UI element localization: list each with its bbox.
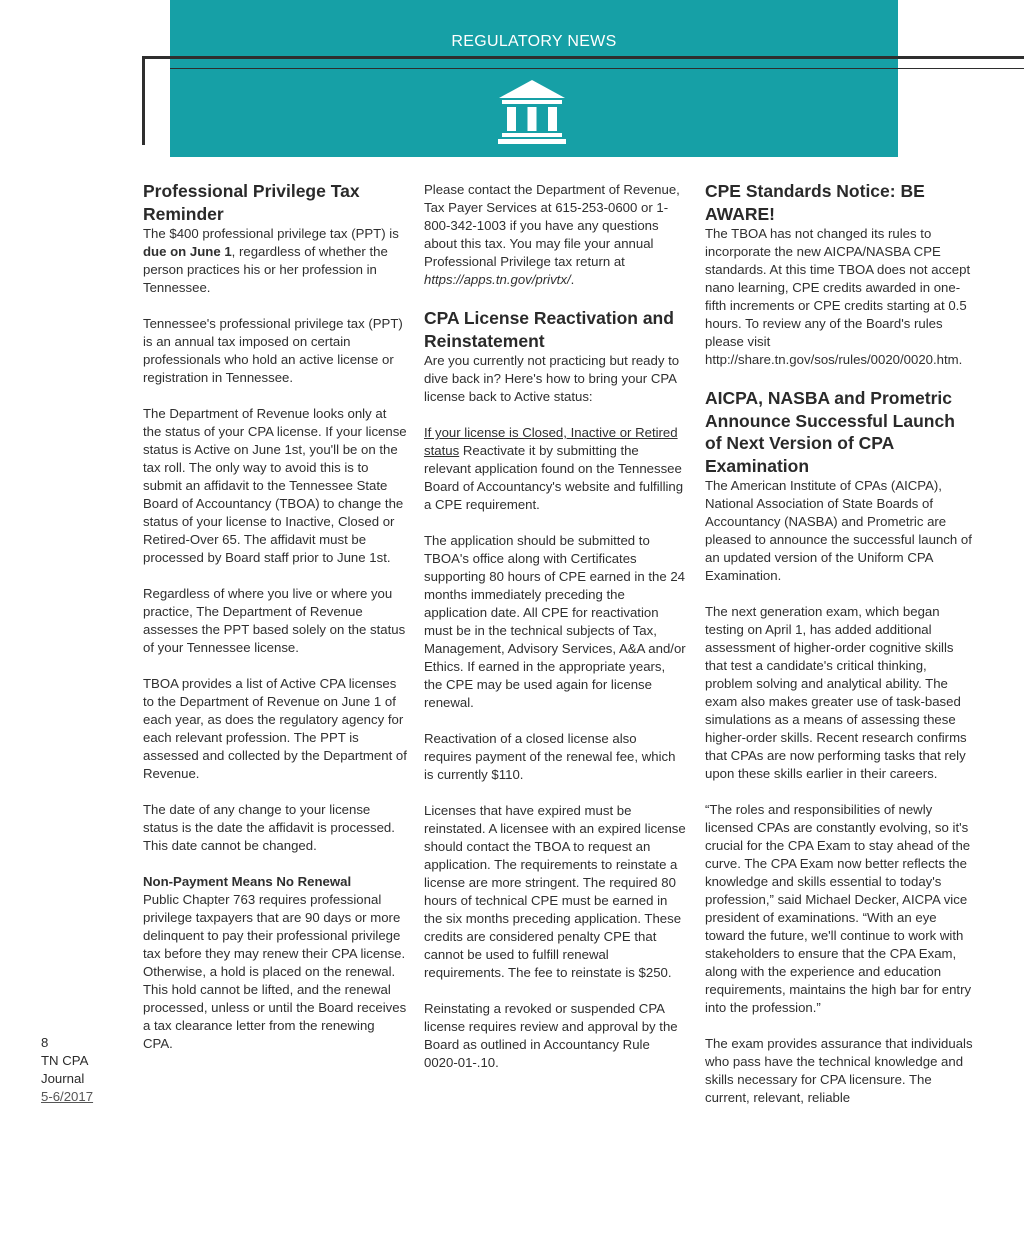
journal-name: Journal: [41, 1071, 85, 1086]
column-privilege-tax: [143, 180, 408, 1071]
column-license-reactivation: [424, 181, 686, 1090]
text: , regardless of whether the person practices his or her profession in Tennessee.: [143, 244, 388, 295]
issue-date: 5-6/2017: [41, 1089, 94, 1104]
paragraph: Reactivation of a closed license also requires payment of the renewal fee, which is currently $110.: [424, 731, 676, 782]
page-folio: [41, 1034, 93, 1106]
paragraph: The next generation exam, which began testing on April 1, has added additional assessment of higher-order cognitive skills that test a candidate's critical thinking, problem solving and analytical ability. The exam also makes greater use of task-based simulations as a means of assessing these higher-order skills. Recent research confirms that CPAs are now performing tasks that rely upon these skills earlier in their careers.: [705, 604, 967, 781]
paragraph: Tennessee's professional privilege tax (PPT) is an annual tax imposed on certain professionals who hold an active license or registration in Tennessee.: [143, 316, 403, 385]
text: .: [570, 272, 575, 287]
paragraph: The TBOA has not changed its rules to incorporate the new AICPA/NASBA CPE standards. At this time TBOA does not accept nano learning, CPE credits awarded in one-fifth increments or CPE credits starting at 0.5 hours. To review any of the Board's rules please visit http://share.tn.gov/sos/rules/0020/0020.htm.: [705, 226, 971, 367]
bank-building-icon: [496, 78, 568, 146]
header-rule-thin: [170, 68, 1024, 69]
text: Reactivate it by submitting the relevant application found on the Tennessee Board of Accountancy's website and fulfilling a CPE requirement.: [424, 443, 684, 512]
paragraph: Are you currently not practicing but ready to dive back in? Here's how to bring your CPA license back to Active status:: [424, 353, 680, 404]
heading-cpe-standards: CPE Standards Notice: BE AWARE!: [705, 181, 925, 224]
subheading-non-payment: Non-Payment Means No Renewal: [143, 874, 352, 889]
paragraph: Public Chapter 763 requires professional privilege taxpayers that are 90 days or more delinquent to pay their professional privilege tax before they may renew their CPA license. Otherwise, a hold is placed on the renewal. This hold cannot be lifted, and the renewal processed, unless or until the Board receives a tax clearance letter from the renewing CPA.: [143, 892, 407, 1051]
paragraph: Regardless of where you live or where you practice, The Department of Revenue assesses the PPT based solely on the status of your Tennessee license.: [143, 586, 406, 655]
heading-privilege-tax: Professional Privilege Tax Reminder: [143, 181, 360, 224]
paragraph: “The roles and responsibilities of newly licensed CPAs are constantly evolving, so it's crucial for the CPA Exam to stay ahead of the curve. The CPA Exam now better reflects the knowledge and skills essential to today's profession,” said Michael Decker, AICPA vice president of examinations. “With an eye toward the future, we'll continue to work with stakeholders to ensure that the CPA Exam, along with the experience and education requirements, maintains the high bar for entry into the profession.”: [705, 802, 972, 1015]
page-number: 8: [41, 1035, 49, 1050]
underlined-text: If your license is Closed, Inactive or Retired status: [424, 425, 678, 458]
paragraph: Reinstating a revoked or suspended CPA license requires review and approval by the Board as outlined in Accountancy Rule 0020-01-.10.: [424, 1001, 678, 1070]
heading-reactivation: CPA License Reactivation and Reinstatement: [424, 308, 674, 351]
header-rule-thick: [142, 56, 1024, 59]
paragraph: [143, 225, 408, 297]
paragraph: The American Institute of CPAs (AICPA), National Association of State Boards of Accountancy (NASBA) and Prometric are pleased to announce the successful launch of an updated version of the Uniform CPA Examination.: [705, 478, 972, 583]
column-cpe-and-exam: [705, 180, 973, 1125]
privtx-link[interactable]: https://apps.tn.gov/privtx/: [424, 272, 571, 287]
paragraph: The application should be submitted to TBOA's office along with Certificates supporting 80 hours of CPE earned in the 24 months immediately preceding the application date. All CPE for reactivation must be in the technical subjects of Tax, Management, Advisory Services, A&A and/or Ethics. If earned in the appropriate years, the CPE may be used again for license renewal.: [424, 533, 686, 710]
paragraph: [424, 181, 686, 289]
paragraph: The exam provides assurance that individuals who pass have the technical knowledge and skills necessary for CPA licensure. The current, relevant, reliable: [705, 1036, 973, 1105]
paragraph: TBOA provides a list of Active CPA licenses to the Department of Revenue on June 1 of each year, as does the regulatory agency for each relevant profession. The PPT is assessed and collected by the Department of Revenue.: [143, 676, 407, 781]
section-title: REGULATORY NEWS: [451, 33, 617, 50]
journal-name: TN CPA: [41, 1053, 89, 1068]
paragraph: The date of any change to your license status is the date the affidavit is processed. This date cannot be changed.: [143, 802, 395, 853]
text: Please contact the Department of Revenue, Tax Payer Services at 615-253-0600 or 1-800-342-1003 if you have any questions about this tax. You may file your annual Professional Privilege tax return at: [424, 182, 680, 269]
heading-cpa-exam-launch: AICPA, NASBA and Prometric Announce Successful Launch of Next Version of CPA Examination: [705, 388, 955, 476]
paragraph: [424, 424, 686, 514]
due-date-emphasis: due on June 1: [143, 244, 232, 259]
paragraph: The Department of Revenue looks only at the status of your CPA license. If your license status is Active on June 1st, you'll be on the tax roll. The only way to avoid this is to submit an affidavit to the Tennessee State Board of Accountancy (TBOA) to change the status of your license to Inactive, Closed or Retired-Over 65. The affidavit must be processed by Board staff prior to June 1st.: [143, 406, 407, 565]
header-rule-vertical: [142, 56, 145, 145]
paragraph: Licenses that have expired must be reinstated. A licensee with an expired license should contact the TBOA to request an application. The requirements to reinstate a license are more stringent. The required 80 hours of technical CPE must be earned in the six months preceding application. These credits are considered penalty CPE that cannot be used to fulfill renewal requirements. The fee to reinstate is $250.: [424, 803, 686, 980]
text: The $400 professional privilege tax (PPT) is: [143, 226, 399, 241]
